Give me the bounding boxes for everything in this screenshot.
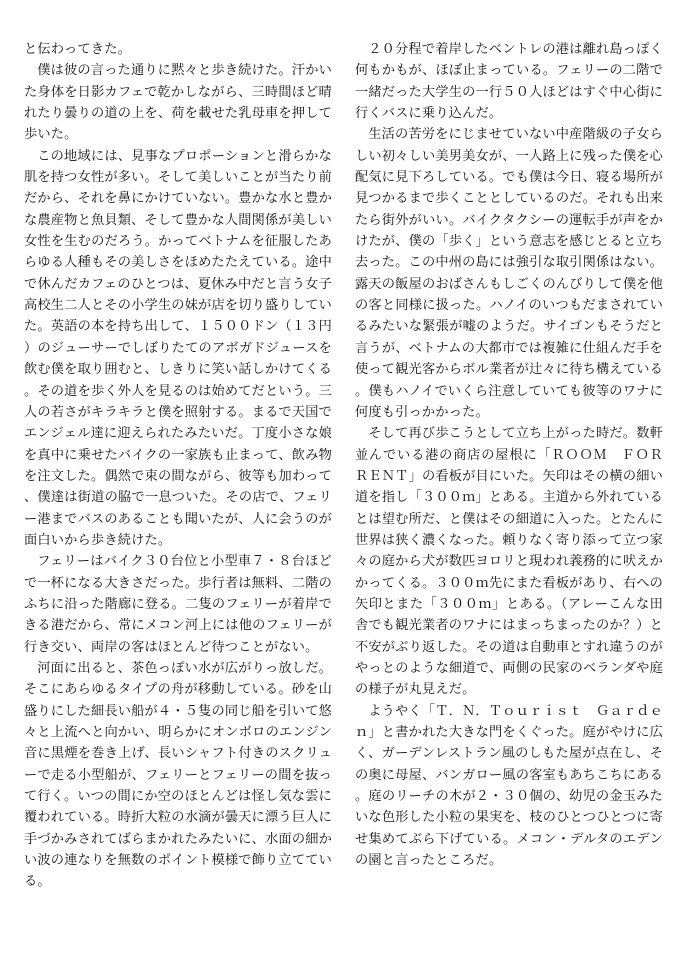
paragraph: ようやく「Ｔ．Ｎ．Ｔｏｕｒｉｓｔ Ｇａｒｄｅｎ」と書かれた大きな門をくぐった。庭がやけに広く、ガーデンレストラン風のしもた屋が点在し、その奥に母屋、バンガロー風の客室もあちこちにある。庭のリーチの木が２・３０個の、幼児の金玉みたいな色形した小粒の果実を、枝のひとつひとつに寄せ集めてぶら下げている。メコン・デルタのエデンの園と言ったところだ。 — [355, 703, 663, 869]
right-column — [355, 39, 677, 871]
paragraph: そして再び歩こうとして立ち上がった時だ。数軒並んでいる港の商店の屋根に「ＲＯＯＭ ＦＯＲ ＲＥＮＴ」の看板が目にいた。矢印はその横の細い道を指し「３００ｍ」とある。主道から外れているとは望む所だ、と僕はその細道に入った。とたんに世界は狭く濃くなった。頼りなく寄り添って立つ家々の庭から犬が数匹ヨロリと現われ義務的に吠えかかってくる。３００ｍ先にまた看板があり、右への矢印とまた「３００ｍ」とある。（アレーこんな田舎でも観光業者のワナにはまっちまったのか？）と不安がぶり返した。その道は自動車とすれ違うのがやっとのような細道で、両側の民家のベランダや庭の様子が丸見えだ。 — [355, 426, 677, 698]
left-column — [24, 39, 332, 893]
paragraph: 河面に出ると、茶色っぽい水が広がりっ放しだ。そこにあらゆるタイプの舟が移動している。砂を山盛りにした細長い船が４・５隻の同じ船を引いて悠々と上流へと向かい、明らかにオンボロのエンジン音に黒煙を巻き上げ、長いシャフト付きのスクリューで走る小型船が、フェリーとフェリーの間を抜って行く。いつの間にか空のほとんどは怪し気な雲に覆われている。時折大粒の水滴が曇天に漂う巨人に手づかみされてばらまかれたみたいに、水面の細かい波の連なりを無数のポイント模様で飾り立てている。 — [24, 660, 332, 890]
paragraph: ２０分程で着岸したベントレの港は離れ島っぽく何もかもが、ほぼ止まっている。フェリーの二階で一緒だった大学生の一行５０人ほどはすぐ中心街に行くバスに乗り込んだ。 — [355, 42, 663, 122]
paragraph: と伝わってきた。 — [24, 42, 131, 57]
paragraph: この地域には、見事なプロポーションと滑らかな肌を持つ女性が多い。そして美しいことが当たり前だから、それを鼻にかけていない。豊かな水と豊かな農産物と魚貝類、そして豊かな人間関係が美しい女性を生むのだろう。かってベトナムを征服したあらゆる人種もその美しさをほめたたえている。途中で休んだカフェのひとつは、夏休み中だと言う女子高校生二人とその小学生の妹が店を切り盛りしていた。英語の本を持ち出して、１５００ドン（１３円）のジューサーでしぼりたてのアボガドジュースを飲む僕を取り囲むと、しきりに笑い話しかけてくる。その道を歩く外人を見るのは始めてだという。三人の若さがキラキラと僕を照射する。まるで天国でエンジェル達に迎えられたみたいだ。丁度小さな娘を真中に乗せたバイクの一家族も止まって、飲み物を注文した。偶然で束の間ながら、彼等も加わって、僕達は街道の脇で一息ついた。その店で、フェリー港までバスのあることも聞いたが、人に会うのが面白いから歩き続けた。 — [24, 148, 332, 548]
paragraph: 僕は彼の言った通りに黙々と歩き続けた。汗かいた身体を日影カフェで乾かしながら、三時間ほど晴れたり曇りの道の上を、荷を載せた乳母車を押して歩いた。 — [24, 63, 332, 143]
paragraph: 生活の苦労をにじませていない中産階級の子女らしい初々しい美男美女が、一人路上に残った僕を心配気に見下ろしている。でも僕は今日、寝る場所が見つかるまで歩くこととしているのだ。それも出来たら街外がいい。バイクタクシーの運転手が声をかけたが、僕の「歩く」という意志を感じとると立ち去った。この中州の島には強引な取引関係はない。露天の飯屋のおばさんもしごくのんびりして僕を他の客と同様に扱った。ハノイのいつもだまされているみたいな緊張が嘘のようだ。サイゴンもそうだと言うが、ベトナムの大都市では複雑に仕組んだ手を使って観光客からボル業者が辻々に待ち構えている。僕もハノイでいくら注意していても彼等のワナに何度も引っかかった。 — [355, 127, 663, 420]
paragraph: フェリーはバイク３０台位と小型車７・８台ほどで一杯になる大きさだった。歩行者は無料、二階のふちに沿った階廊に登る。二隻のフェリーが着岸できる港だから、常にメコン河上には他のフェリーが行き交い、両岸の客はほとんど待つことがない。 — [24, 554, 332, 655]
